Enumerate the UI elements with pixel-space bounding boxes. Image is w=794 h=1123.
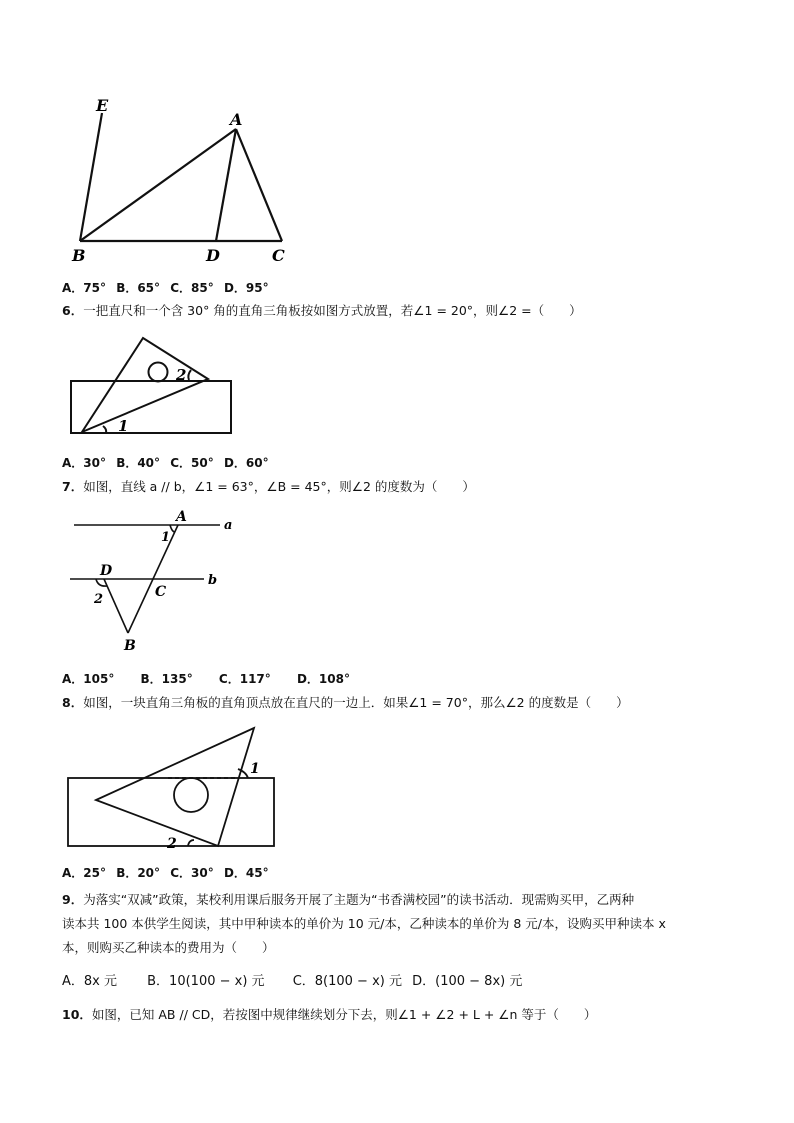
option-d[interactable]: D．45°	[223, 866, 269, 880]
line-BA	[80, 129, 236, 241]
angle-2-label: 2	[94, 592, 104, 607]
label-A: A	[176, 509, 187, 525]
question-text: 如图，直线 a // b，∠1 = 63°，∠B = 45°，则∠2 的度数为（ ）	[83, 479, 475, 494]
option-d[interactable]: D．95°	[223, 281, 269, 295]
label-B: B	[124, 638, 136, 654]
option-a[interactable]: A．105°	[62, 672, 115, 686]
question-9	[62, 888, 666, 960]
line-AC	[236, 129, 282, 241]
option-a[interactable]: A．8x 元	[62, 974, 117, 989]
question-6	[62, 302, 582, 320]
angle-2-arc	[188, 840, 194, 846]
option-a[interactable]: A．25°	[62, 866, 106, 880]
question-number: 10．	[62, 1007, 92, 1022]
question-line-2: 读本共 100 本供学生阅读，其中甲种读本的单价为 10 元/本，乙种读本的单价为 8 元/本，设购买甲种读本 x	[62, 916, 666, 931]
angle-1-arc	[103, 426, 106, 433]
question-number: 7．	[62, 479, 84, 494]
set-square-hole	[149, 363, 168, 382]
question-number: 9．	[62, 892, 84, 907]
figure-q6	[65, 330, 240, 440]
label-A: A	[230, 110, 243, 129]
options-q5	[62, 279, 275, 296]
option-b[interactable]: B．65°	[116, 281, 161, 295]
question-8	[62, 694, 629, 712]
ruler	[71, 381, 231, 433]
label-D: D	[100, 563, 113, 579]
angle-1-label: 1	[250, 761, 260, 777]
option-a[interactable]: A．75°	[62, 281, 106, 295]
option-b[interactable]: B．10(100 − x) 元	[147, 974, 265, 989]
label-C: C	[155, 584, 167, 600]
label-B: B	[72, 246, 86, 265]
options-q8	[62, 864, 275, 881]
set-square-hole	[174, 778, 208, 812]
angle-2-label: 2	[167, 836, 177, 852]
option-d[interactable]: D．60°	[223, 456, 269, 470]
question-text: 如图，已知 AB // CD，若按图中规律继续划分下去，则∠1 + ∠2 + L + ∠n 等于（ ）	[91, 1007, 597, 1022]
label-a: a	[224, 518, 233, 533]
set-square	[82, 338, 208, 432]
angle-1-arc	[170, 525, 175, 532]
options-q6	[62, 454, 275, 471]
angle-1-label: 1	[118, 417, 129, 435]
label-E: E	[96, 96, 109, 115]
question-7	[62, 478, 475, 496]
question-line-1	[62, 888, 666, 912]
option-c[interactable]: C．30°	[170, 866, 214, 880]
label-C: C	[272, 246, 285, 265]
question-number: 8．	[62, 695, 84, 710]
option-c[interactable]: C．117°	[218, 672, 271, 686]
option-c[interactable]: C．8(100 − x) 元	[292, 974, 402, 989]
question-text: 如图，一块直角三角板的直角顶点放在直尺的一边上．如果∠1 = 70°，那么∠2 的度数是（ ）	[83, 695, 629, 710]
angle-2-arc	[188, 370, 191, 380]
line-AD	[216, 129, 236, 241]
option-c[interactable]: C．85°	[170, 281, 214, 295]
option-c[interactable]: C．50°	[170, 456, 214, 470]
question-number: 6．	[62, 303, 84, 318]
options-q7	[62, 670, 356, 687]
figure-q5	[60, 95, 310, 270]
option-b[interactable]: B．40°	[116, 456, 161, 470]
question-10	[62, 1006, 596, 1024]
line-BE	[80, 113, 102, 241]
question-text-1: 为落实“双减”政策，某校利用课后服务开展了主题为“书香满校园”的读书活动．现需购买甲，乙两种	[83, 892, 635, 907]
segment-DB	[104, 579, 128, 633]
label-b: b	[208, 573, 218, 588]
option-d[interactable]: D．(100 − 8x) 元	[412, 974, 523, 989]
question-line-3: 本，则购买乙种读本的费用为（ ）	[62, 940, 275, 955]
question-text: 一把直尺和一个含 30° 角的直角三角板按如图方式放置，若∠1 = 20°，则∠2 =（ ）	[83, 303, 582, 318]
figure-q8	[62, 720, 287, 855]
angle-2-label: 2	[176, 366, 187, 384]
option-d[interactable]: D．108°	[296, 672, 350, 686]
options-q9	[62, 970, 528, 989]
angle-1-label: 1	[161, 530, 171, 545]
label-D: D	[206, 246, 220, 265]
figure-q7	[62, 505, 237, 655]
option-b[interactable]: B．20°	[116, 866, 161, 880]
option-a[interactable]: A．30°	[62, 456, 106, 470]
option-b[interactable]: B．135°	[140, 672, 193, 686]
